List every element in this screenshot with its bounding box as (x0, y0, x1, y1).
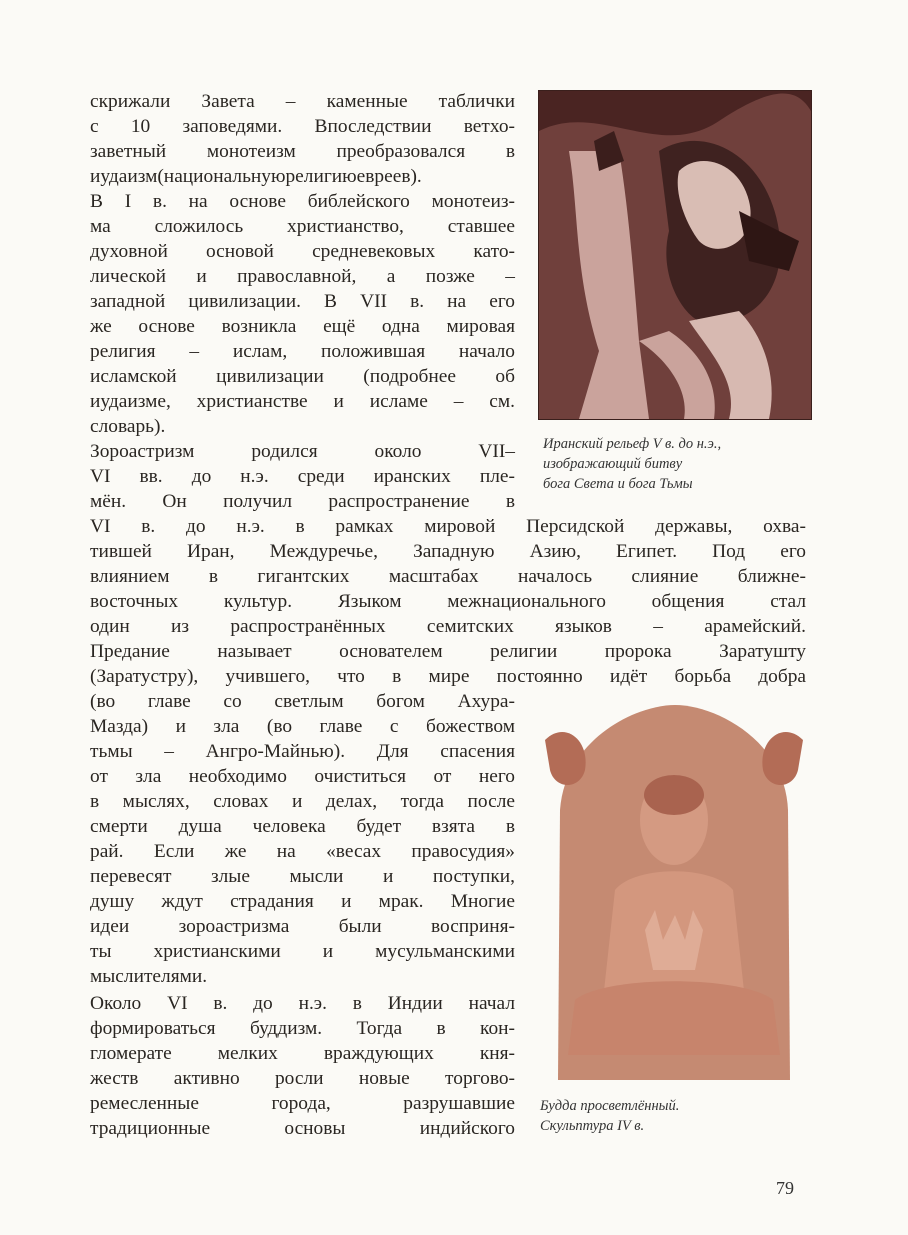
text-line: Около VI в. до н.э. в Индии начал (90, 993, 515, 1014)
caption-line: изображающий битву (543, 456, 683, 472)
caption-line: бога Света и бога Тьмы (543, 476, 693, 492)
text-line: ма сложилось христианство, ставшее (90, 216, 515, 237)
text-line: от зла необходимо очиститься от него (90, 766, 515, 787)
text-line: влиянием в гигантских масштабах началось слияние ближне- (90, 566, 806, 587)
text-line: (во главе со светлым богом Ахура- (90, 691, 515, 712)
text-line: в мыслях, словах и делах, тогда после (90, 791, 515, 812)
text-line: VI вв. до н.э. среди иранских пле- (90, 466, 515, 487)
text-line: жеств активно росли новые торгово- (90, 1068, 515, 1089)
caption-line: Иранский рельеф V в. до н.э., (543, 436, 722, 452)
text-line: мён. Он получил распространение в (90, 491, 515, 512)
text-line: исламской цивилизации (подробнее об (90, 366, 515, 387)
text-line: тившей Иран, Междуречье, Западную Азию, Египет. Под его (90, 541, 806, 562)
text-line: с 10 заповедями. Впоследствии ветхо- (90, 116, 515, 137)
text-line: восточных культур. Языком межнационального общения стал (90, 591, 806, 612)
text-line: ремесленные города, разрушавшие (90, 1093, 515, 1114)
relief-caption (543, 434, 721, 494)
text-line: идеи зороастризма были восприня- (90, 916, 515, 937)
text-line: Предание называет основателем религии пророка Заратушту (90, 641, 806, 662)
text-line: же основе возникла ещё одна мировая (90, 316, 515, 337)
text-line: формироваться буддизм. Тогда в кон- (90, 1018, 515, 1039)
buddha-sculpture-image (545, 700, 803, 1080)
text-line: Мазда) и зла (во главе с божеством (90, 716, 515, 737)
text-line: душу ждут страдания и мрак. Многие (90, 891, 515, 912)
text-line: VI в. до н.э. в рамках мировой Персидской державы, охва- (90, 516, 806, 537)
text-line: религия – ислам, положившая начало (90, 341, 515, 362)
text-line: иудаизме, христианстве и исламе – см. (90, 391, 515, 412)
text-line: гломерате мелких враждующих кня- (90, 1043, 515, 1064)
text-line: (Заратустру), учившего, что в мире постоянно идёт борьба добра (90, 666, 806, 687)
page-number: 79 (776, 1178, 794, 1198)
caption-line: Будда просветлённый. (540, 1098, 680, 1114)
text-line: Зороастризм родился около VII– (90, 441, 515, 462)
text-line: традиционные основы индийского (90, 1118, 515, 1139)
text-line: западной цивилизации. В VII в. на его (90, 291, 515, 312)
text-line: скрижали Завета – каменные таблички (90, 91, 515, 112)
text-line: один из распространённых семитских языков – арамейский. (90, 616, 806, 637)
text-line: рай. Если же на «весах правосудия» (90, 841, 515, 862)
text-line: заветный монотеизм преобразовался в (90, 141, 515, 162)
text-line: В I в. на основе библейского монотеиз- (90, 191, 515, 212)
text-line: тьмы – Ангро-Майнью). Для спасения (90, 741, 515, 762)
text-line: смерти душа человека будет взята в (90, 816, 515, 837)
text-line: ты христианскими и мусульманскими (90, 941, 515, 962)
caption-line: Скульптура IV в. (540, 1118, 645, 1134)
text-line: словарь). (90, 416, 166, 437)
text-line: лической и православной, а позже – (90, 266, 515, 287)
text-line: перевесят злые мысли и поступки, (90, 866, 515, 887)
iranian-relief-image (538, 90, 812, 420)
text-line: мыслителями. (90, 966, 208, 987)
text-line: иудаизм(национальнуюрелигиюевреев). (90, 166, 422, 187)
buddha-caption (540, 1096, 679, 1136)
text-line: духовной основой средневековых като- (90, 241, 515, 262)
